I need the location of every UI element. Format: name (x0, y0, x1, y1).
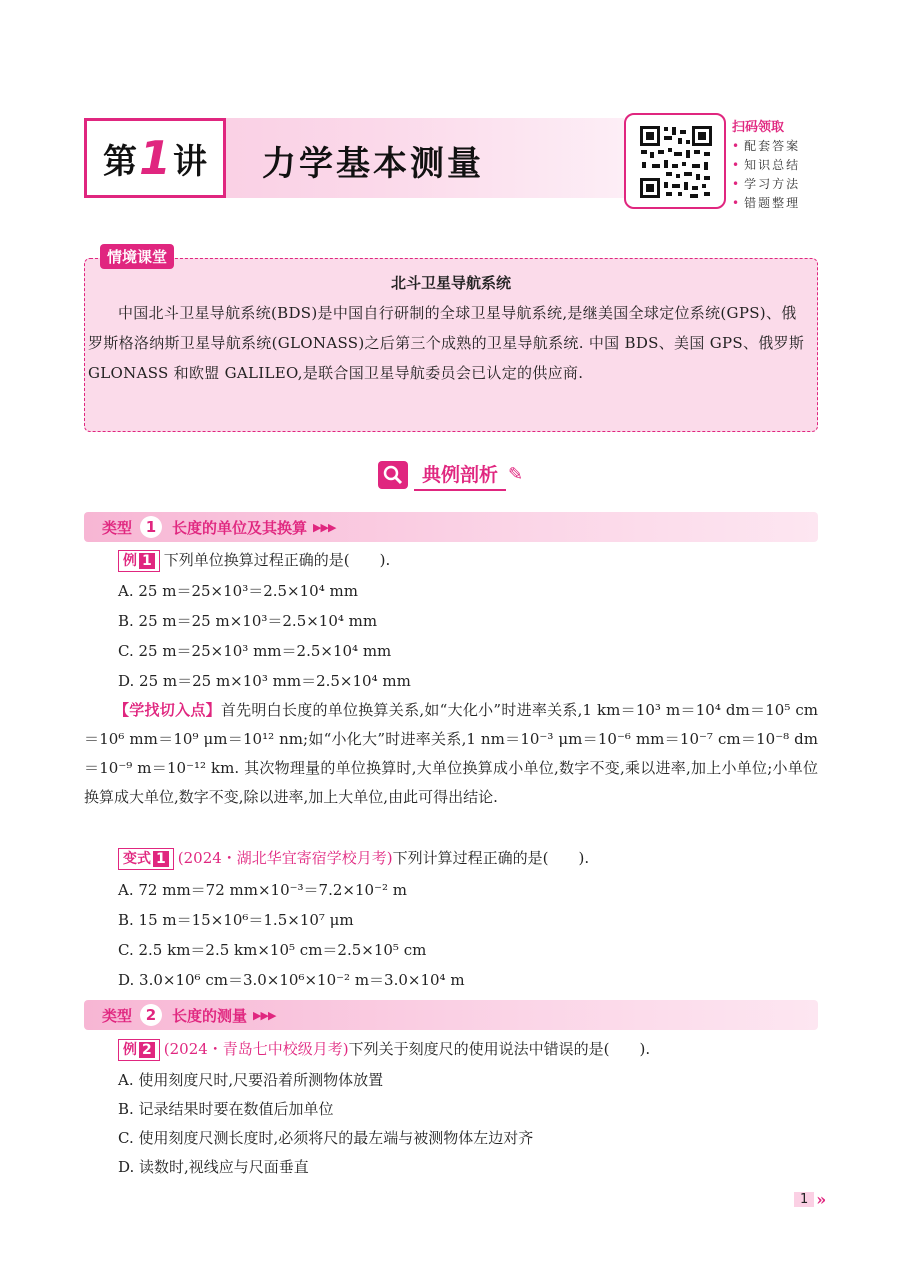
option-c: C. 25 m＝25×10³ mm＝2.5×10⁴ mm (118, 642, 392, 660)
option-c: C. 2.5 km＝2.5 km×10⁵ cm＝2.5×10⁵ cm (118, 941, 427, 959)
type-bar-2: 类型 2 长度的测量 ▶▶▶ (84, 1000, 818, 1030)
qr-info-list (732, 118, 800, 213)
lecture-number: 1 (138, 131, 171, 185)
example-badge: 例 2 (118, 1039, 160, 1061)
option-d: D. 25 m＝25 m×10³ mm＝2.5×10⁴ mm (118, 672, 411, 690)
arrows-icon: ▶▶▶ (313, 520, 336, 534)
example-1-question: 例 1 下列单位换算过程正确的是( ). (118, 549, 390, 572)
option-b: B. 25 m＝25 m×10³＝2.5×10⁴ mm (118, 612, 378, 630)
lecture-suffix: 讲 (173, 141, 207, 182)
option-a: A. 72 mm＝72 mm×10⁻³＝7.2×10⁻² m (118, 881, 407, 899)
type-bar-1: 类型 1 长度的单位及其换算 ▶▶▶ (84, 512, 818, 542)
double-chevron-icon: » (816, 1190, 827, 1209)
scenario-title: 北斗卫星导航系统 (390, 274, 511, 292)
example-2-question: 例 2 (2024・青岛七中校级月考)下列关于刻度尺的使用说法中错误的是( ). (118, 1038, 650, 1061)
variant-badge: 变式 1 (118, 848, 174, 870)
option-b: B. 记录结果时要在数值后加单位 (118, 1100, 334, 1118)
pencil-icon: ✎ (508, 464, 524, 485)
qr-item: • 知识总结 (732, 158, 801, 172)
option-a: A. 使用刻度尺时,尺要沿着所测物体放置 (118, 1071, 384, 1089)
magnifier-icon (378, 461, 408, 489)
option-c: C. 使用刻度尺测长度时,必须将尺的最左端与被测物体左边对齐 (118, 1129, 534, 1147)
lecture-title: 力学基本测量 (262, 144, 484, 184)
qr-item: • 错题整理 (732, 196, 801, 210)
section-heading (378, 458, 523, 491)
page-number: 1 » (794, 1190, 826, 1209)
scenario-tag: 情境课堂 (100, 244, 174, 269)
section-label: 典例剖析 (414, 458, 506, 491)
lecture-prefix: 第 (102, 141, 137, 182)
arrows-icon: ▶▶▶ (253, 1008, 276, 1022)
hint-paragraph: 【学找切入点】首先明白长度的单位换算关系,如“大化小”时进率关系,1 km＝10³ m＝10⁴ dm＝10⁵ cm＝10⁶ mm＝10⁹ μm＝10¹² nm;如“小化大”时进率关系,1 nm＝10⁻³ μm＝10⁻⁶ mm＝10⁻⁷ cm＝10⁻⁸ dm＝10⁻⁹ m＝10⁻¹² km. 其次物理量的单位换算时,大单位换算成小单位,数字不变,乘以进率,加上小单位;小单位换算成大单位,数字不变,除以进率,加上大单位,由此可得出结论. (84, 701, 818, 806)
qr-code-icon (638, 124, 714, 200)
example-badge: 例 1 (118, 550, 160, 572)
qr-code-frame[interactable] (624, 113, 726, 209)
option-d: D. 读数时,视线应与尺面垂直 (118, 1158, 309, 1176)
scenario-text: 中国北斗卫星导航系统(BDS)是中国自行研制的全球卫星导航系统,是继美国全球定位系统(GPS)、俄罗斯格洛纳斯卫星导航系统(GLONASS)之后第三个成熟的卫星导航系统. 中国 BDS、美国 GPS、俄罗斯 GLONASS 和欧盟 GALILEO,是联合国卫星导航委员会已认定的供应商. (88, 304, 805, 382)
qr-item: • 学习方法 (732, 177, 801, 191)
option-d: D. 3.0×10⁶ cm＝3.0×10⁶×10⁻² m＝3.0×10⁴ m (118, 971, 465, 989)
qr-title: 扫码领取 (732, 120, 785, 135)
variant-1-question: 变式 1 (2024・湖北华宜寄宿学校月考)下列计算过程正确的是( ). (118, 847, 589, 870)
option-b: B. 15 m＝15×10⁶＝1.5×10⁷ μm (118, 911, 354, 929)
lecture-number-box (84, 118, 226, 198)
qr-item: • 配套答案 (732, 139, 801, 153)
option-a: A. 25 m＝25×10³＝2.5×10⁴ mm (118, 582, 358, 600)
